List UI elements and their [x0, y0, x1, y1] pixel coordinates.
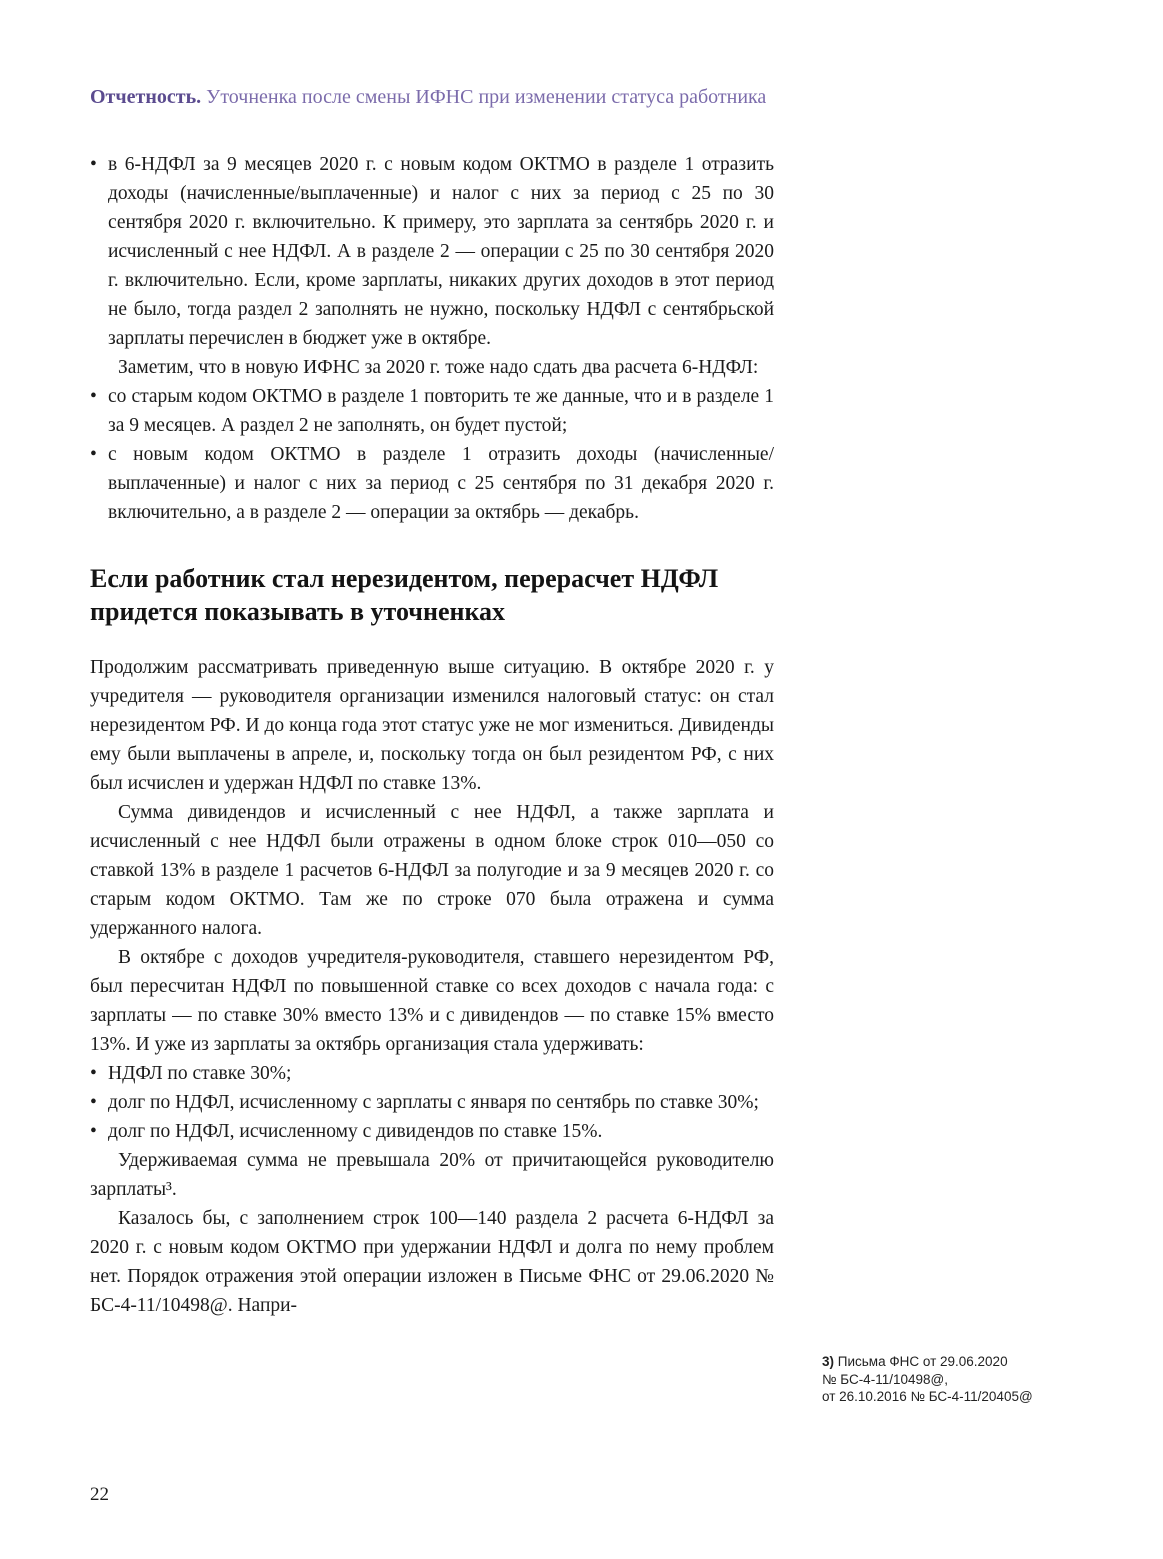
bullet-text: с новым кодом ОКТМО в разделе 1 отразить доходы (начисленные/выплаченные) и налог с них за период с 25 сентября по 31 декабря 2020 г. включительно, а в разделе 2 — операции за октябрь — декабрь.: [108, 444, 774, 523]
bullet-item: [90, 1059, 774, 1088]
header-title: Уточненка после смены ИФНС при изменении статуса работника: [206, 86, 767, 108]
bullet-marker: •: [90, 1121, 97, 1142]
bullet-item: [90, 1117, 774, 1146]
bullet-text: НДФЛ по ставке 30%;: [108, 1063, 292, 1084]
bullet-marker: •: [90, 1092, 97, 1113]
bullet-marker: •: [90, 154, 97, 175]
page-number: 22: [90, 1484, 109, 1505]
bullet-marker: •: [90, 386, 97, 407]
bullet-item: [90, 440, 774, 527]
footnote-line: № БС-4-11/10498@,: [822, 1371, 948, 1387]
bullet-item: [90, 382, 774, 440]
paragraph: В октябре с доходов учредителя-руководителя, ставшего нерезидентом РФ, был пересчитан НДФЛ по повышенной ставке со всех доходов с начала года: с зарплаты — по ставке 30% вместо 13% и с дивидендов — по ставке 15% вместо 13%. И уже из зарплаты за октябрь организация стала удерживать:: [90, 947, 774, 1055]
rubric-label: Отчетность.: [90, 86, 202, 108]
page-header: [90, 84, 1075, 110]
bullet-item: [90, 1088, 774, 1117]
footnote-line: [822, 1353, 1074, 1371]
bullet-item: [90, 150, 774, 353]
paragraph: Заметим, что в новую ИФНС за 2020 г. тоже надо сдать два расчета 6-НДФЛ:: [118, 357, 759, 378]
footnote-label: 3): [822, 1354, 835, 1369]
bullet-marker: •: [90, 444, 97, 465]
bullet-text: в 6-НДФЛ за 9 месяцев 2020 г. с новым кодом ОКТМО в разделе 1 отразить доходы (начисленные/выплаченные) и налог с них за период с 25 по 30 сентября 2020 г. включительно. К примеру, это зарплата за сентябрь 2020 г. и исчисленный с нее НДФЛ. А в разделе 2 — операции с 25 по 30 сентября 2020 г. включительно. Если, кроме зарплаты, никаких других доходов в этот период не было, тогда раздел 2 заполнять не нужно, поскольку НДФЛ с сентябрьской зарплаты перечислен в бюджет уже в октябре.: [108, 154, 774, 349]
section-heading: Если работник стал нерезидентом, перерасчет НДФЛ придется показывать в уточненках: [90, 564, 719, 626]
bullet-text: долг по НДФЛ, исчисленному с дивидендов по ставке 15%.: [108, 1121, 603, 1142]
footnote-line: от 26.10.2016 № БС-4-11/20405@: [822, 1389, 1033, 1404]
article-body: [90, 150, 774, 1320]
paragraph: Удерживаемая сумма не превышала 20% от причитающейся руководителю зарплаты³.: [90, 1150, 774, 1200]
bullet-marker: •: [90, 1063, 97, 1084]
paragraph: Сумма дивидендов и исчисленный с нее НДФЛ, а также зарплата и исчисленный с нее НДФЛ были отражены в одном блоке строк 010—050 со ставкой 13% в разделе 1 расчетов 6-НДФЛ за полугодие и за 9 месяцев 2020 г. со старым кодом ОКТМО. Там же по строке 070 была отражена и сумма удержанного налога.: [90, 802, 774, 939]
paragraph: Казалось бы, с заполнением строк 100—140 раздела 2 расчета 6-НДФЛ за 2020 г. с новым кодом ОКТМО при удержании НДФЛ и долга по нему проблем нет. Порядок отражения этой операции изложен в Письме ФНС от 29.06.2020 № БС-4-11/10498@. Напри-: [90, 1208, 774, 1316]
footnote: [822, 1353, 1074, 1406]
bullet-text: со старым кодом ОКТМО в разделе 1 повторить те же данные, что и в разделе 1 за 9 месяцев. А раздел 2 не заполнять, он будет пустой;: [108, 386, 774, 436]
bullet-text: долг по НДФЛ, исчисленному с зарплаты с января по сентябрь по ставке 30%;: [108, 1092, 759, 1113]
paragraph: Продолжим рассматривать приведенную выше ситуацию. В октябре 2020 г. у учредителя — руководителя организации изменился налоговый статус: он стал нерезидентом РФ. И до конца года этот статус уже не мог измениться. Дивиденды ему были выплачены в апреле, и, поскольку тогда он был резидентом РФ, с них был исчислен и удержан НДФЛ по ставке 13%.: [90, 657, 774, 794]
footnote-text: Письма ФНС от 29.06.2020: [837, 1354, 1008, 1369]
